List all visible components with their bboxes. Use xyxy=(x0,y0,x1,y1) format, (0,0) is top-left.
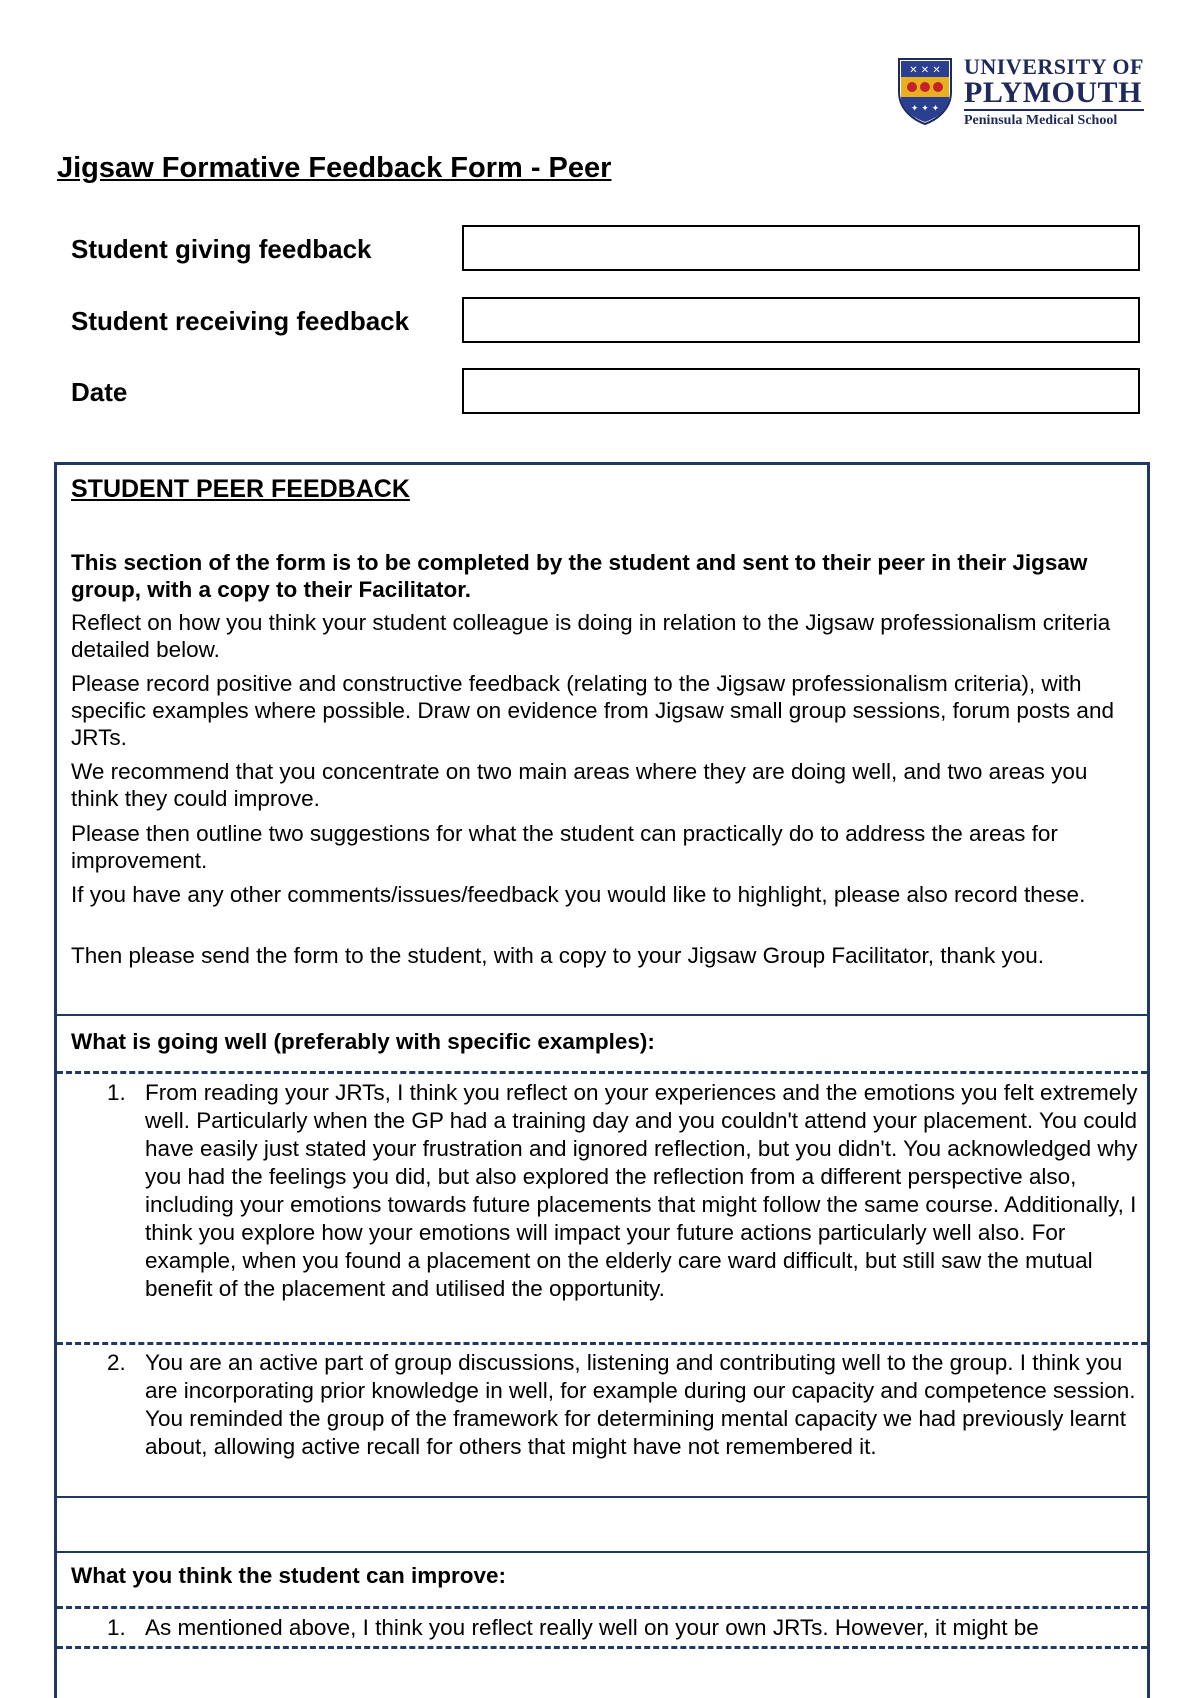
instruction-paragraph: Please then outline two suggestions for what the student can practically do to address the areas for improvement. xyxy=(71,821,1058,873)
university-logo xyxy=(896,56,1156,128)
receiving-label: Student receiving feedback xyxy=(71,306,410,336)
page-title: Jigsaw Formative Feedback Form - Peer xyxy=(57,152,612,184)
going-well-item[interactable] xyxy=(101,1079,1141,1303)
going-well-heading: What is going well (preferably with specific examples): xyxy=(71,1029,655,1054)
improve-heading: What you think the student can improve: xyxy=(71,1563,507,1588)
section-heading: STUDENT PEER FEEDBACK xyxy=(71,475,410,503)
instruction-paragraph: We recommend that you concentrate on two main areas where they are doing well, and two areas you think they could improve. xyxy=(71,759,1088,811)
feedback-panel xyxy=(54,462,1150,1698)
row-divider xyxy=(57,1342,1147,1345)
student-giving-field[interactable] xyxy=(462,225,1140,271)
logo-line-2: PLYMOUTH xyxy=(964,76,1142,109)
date-label: Date xyxy=(71,377,128,407)
item-number: 1. xyxy=(107,1615,126,1640)
instruction-paragraph: Please record positive and constructive feedback (relating to the Jigsaw professionalism criteria), with specific examples where possible. Draw on evidence from Jigsaw small group sessions, forum posts and JRTs. xyxy=(71,671,1114,750)
giving-label: Student giving feedback xyxy=(71,234,372,264)
going-well-item[interactable] xyxy=(101,1349,1141,1461)
item-text: From reading your JRTs, I think you reflect on your experiences and the emotions you felt extremely well. Particularly when the GP had a training day and you couldn't attend your placement. You could have easily just stated your frustration and ignored reflection, but you didn't. You acknowledged why you had the feelings you did, but also explored the reflection from a different perspective also, including your emotions towards future placements that might follow the same course. Additionally, I think you explore how your emotions will impact your future actions particularly well also. For example, when you found a placement on the elderly care ward difficult, but still saw the mutual benefit of the placement and utilised the opportunity. xyxy=(145,1080,1138,1301)
row-divider xyxy=(57,1646,1147,1649)
item-number: 2. xyxy=(107,1350,126,1375)
date-field[interactable] xyxy=(462,368,1140,414)
student-receiving-field[interactable] xyxy=(462,297,1140,343)
row-divider xyxy=(57,1606,1147,1609)
section-intro: This section of the form is to be completed by the student and sent to their peer in their Jigsaw group, with a copy to their Facilitator. xyxy=(71,550,1088,602)
svg-text:✦ ✦ ✦: ✦ ✦ ✦ xyxy=(910,104,940,114)
item-number: 1. xyxy=(107,1080,126,1105)
row-divider xyxy=(57,1551,1147,1553)
instruction-paragraph: Then please send the form to the student, with a copy to your Jigsaw Group Facilitator, thank you. xyxy=(71,943,1045,968)
instruction-paragraph: If you have any other comments/issues/feedback you would like to highlight, please also record these. xyxy=(71,882,1086,907)
row-divider xyxy=(57,1071,1147,1074)
item-text: As mentioned above, I think you reflect really well on your own JRTs. However, it might be xyxy=(145,1615,1039,1640)
improve-item[interactable] xyxy=(101,1614,1141,1642)
logo-line-3: Peninsula Medical School xyxy=(964,113,1118,128)
row-divider xyxy=(57,1014,1147,1016)
row-divider xyxy=(57,1496,1147,1498)
crest-icon xyxy=(896,56,954,126)
svg-text:✕ ✕ ✕: ✕ ✕ ✕ xyxy=(909,65,941,76)
instruction-paragraph: Reflect on how you think your student colleague is doing in relation to the Jigsaw professionalism criteria detailed below. xyxy=(71,610,1111,662)
item-text: You are an active part of group discussions, listening and contributing well to the group. I think you are incorporating prior knowledge in well, for example during our capacity and competence session. You reminded the group of the framework for determining mental capacity we had previously learnt about, allowing active recall for others that might have not remembered it. xyxy=(145,1350,1136,1459)
logo-line-1: UNIVERSITY OF xyxy=(964,54,1144,79)
